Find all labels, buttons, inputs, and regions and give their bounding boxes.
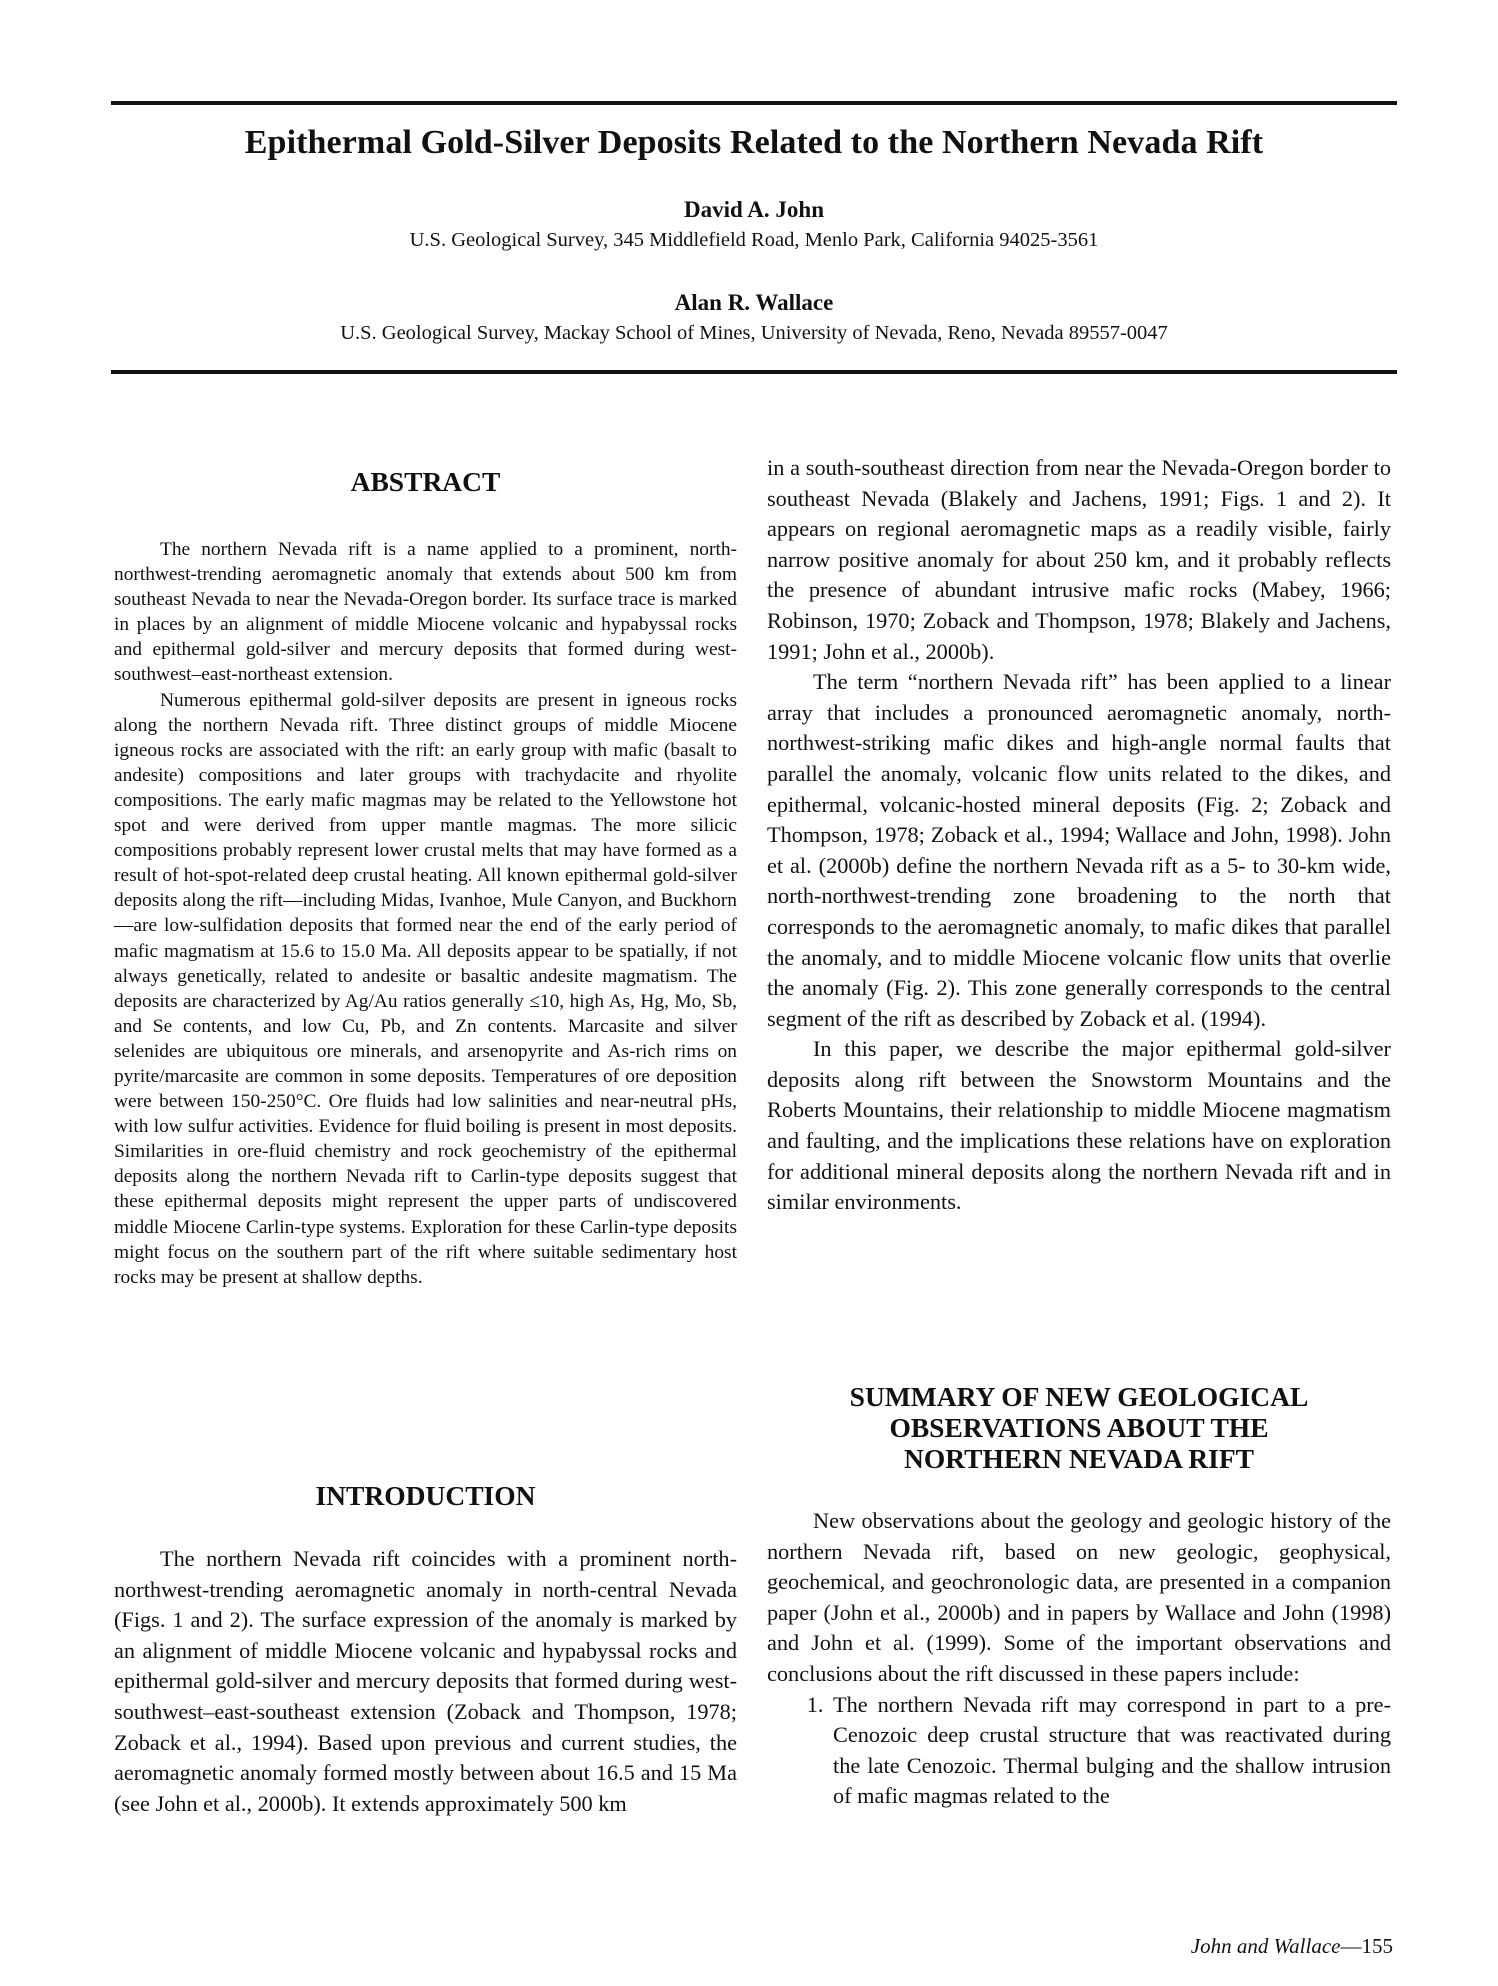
page-number: 155 — [1361, 1934, 1393, 1958]
summary-heading-line: NORTHERN NEVADA RIFT — [904, 1443, 1254, 1474]
running-head: John and Wallace — [1190, 1934, 1341, 1958]
abstract-paragraph: The northern Nevada rift is a name applied to a prominent, north-northwest-trending aeromagnetic anomaly that extends about 500 km from southeast Nevada to near the Nevada-Oregon border. Its surface trace is marked in places by an alignment of middle Miocene volcanic and hypabyssal rocks and epithermal gold-silver and mercury deposits that formed during west-southwest–east-northeast extension. — [114, 539, 737, 686]
body-paragraph: New observations about the geology and geologic history of the northern Nevada rift, based on new geologic, geophysical, geochemical, and geochronologic data, are presented in a companion paper (John et al., 2000b) and in papers by Wallace and John (1998) and John et al. (1999). Some of the important observations and conclusions about the rift discussed in these papers include: — [767, 1508, 1391, 1686]
footer-dash: — — [1340, 1934, 1362, 1958]
body-paragraph: In this paper, we describe the major epithermal gold-silver deposits along rift between the Snowstorm Mountains and the Roberts Mountains, their relationship to middle Miocene magmatism and faulting, and the implications these relations have on exploration for additional mineral deposits along the northern Nevada rift and in similar environments. — [767, 1036, 1391, 1215]
observations-list — [767, 1690, 1391, 1812]
right-column — [767, 455, 1391, 1809]
body-paragraph: The term “northern Nevada rift” has been applied to a linear array that includes a pronounced aeromagnetic anomaly, north-northwest-striking mafic dikes and high-angle normal faults that parallel the anomaly, volcanic flow units related to the dikes, and epithermal, volcanic-hosted mineral deposits (Fig. 2; Zoback and Thompson, 1978; Zoback et al., 1994; Wallace and John, 1998). John et al. (2000b) define the northern Nevada rift as a 5- to 30-km wide, north-northwest-trending zone broadening to the north that corresponds to the aeromagnetic anomaly, to mafic dikes that parallel the anomaly, and to middle Miocene volcanic flow units that overlie the anomaly (Fig. 2). This zone generally corresponds to the central segment of the rift as described by Zoback et al. (1994). — [767, 669, 1391, 1031]
left-column — [114, 466, 737, 1816]
abstract-body — [114, 537, 737, 1290]
author-name: Alan R. Wallace — [674, 290, 834, 315]
author-affiliation: U.S. Geological Survey, Mackay School of Mines, University of Nevada, Reno, Nevada 89557-0047 — [340, 322, 1168, 344]
abstract-paragraph: Numerous epithermal gold-silver deposits are present in igneous rocks along the northern Nevada rift. Three distinct groups of middle Miocene igneous rocks are associated with the rift: an early group with mafic (basalt to andesite) compositions and later groups with trachydacite and rhyolite compositions. The early mafic magmas may be related to the Yellowstone hot spot and were derived from upper mantle magmas. The more silicic compositions probably represent lower crustal melts that may have formed as a result of hot-spot-related deep crustal heating. All known epithermal gold-silver deposits along the rift—including Midas, Ivanhoe, Mule Canyon, and Buckhorn—are low-sulfidation deposits that formed near the end of the early period of mafic magmatism at 15.6 to 15.0 Ma. All deposits appear to be spatially, if not always genetically, related to andesite or basaltic andesite magmatism. The deposits are characterized by Ag/Au ratios generally ≤10, high As, Hg, Mo, Sb, and Se contents, and low Cu, Pb, and Zn contents. Marcasite and silver selenides are ubiquitous ore minerals, and arsenopyrite and As-rich rims on pyrite/marcasite are common in some deposits. Temperatures of ore deposition were between 150-250°C. Ore fluids had low salinities and near-neutral pHs, with low sulfur activities. Evidence for fluid boiling is present in most deposits. Similarities in ore-fluid chemistry and rock geochemistry of the epithermal deposits along the northern Nevada rift to Carlin-type deposits suggest that these epithermal deposits might represent the upper parts of undiscovered middle Miocene Carlin-type systems. Exploration for these Carlin-type deposits might focus on the southern part of the rift where suitable sedimentary host rocks may be present at shallow depths. — [114, 689, 737, 1288]
abstract-heading: ABSTRACT — [350, 466, 501, 497]
paper-title: Epithermal Gold-Silver Deposits Related to the Northern Nevada Rift — [244, 124, 1264, 161]
header-bottom-rule — [111, 370, 1397, 374]
introduction-heading: INTRODUCTION — [315, 1480, 536, 1511]
summary-heading — [767, 1381, 1391, 1474]
introduction-body-left — [114, 1544, 737, 1819]
body-paragraph: in a south-southeast direction from near the Nevada-Oregon border to southeast Nevada (Blakely and Jachens, 1991; Figs. 1 and 2). It appears on regional aeromagnetic maps as a readily visible, fairly narrow positive anomaly for about 250 km, and it probably reflects the presence of abundant intrusive mafic rocks (Mabey, 1966; Robinson, 1970; Zoback and Thompson, 1978; Blakely and Jachens, 1991; John et al., 2000b). — [767, 455, 1391, 664]
introduction-body-right — [767, 453, 1391, 1218]
summary-heading-line: OBSERVATIONS ABOUT THE — [889, 1412, 1269, 1443]
page-footer — [1191, 1934, 1393, 1959]
top-rule — [111, 101, 1397, 105]
body-paragraph: The northern Nevada rift coincides with a prominent north-northwest-trending aeromagnetic anomaly in north-central Nevada (Figs. 1 and 2). The surface expression of the anomaly is marked by an alignment of middle Miocene volcanic and hypabyssal rocks and epithermal gold-silver and mercury deposits that formed during west-southwest–east-southeast extension (Zoback and Thompson, 1978; Zoback et al., 1994). Based upon previous and current studies, the aeromagnetic anomaly formed mostly between about 16.5 and 15 Ma (see John et al., 2000b). It extends approximately 500 km — [114, 1546, 737, 1816]
list-item: 1. The northern Nevada rift may correspond in part to a pre-Cenozoic deep crustal structure that was reactivated during the late Cenozoic. Thermal bulging and the shallow intrusion of mafic magmas related to the — [829, 1690, 1391, 1812]
summary-body — [767, 1506, 1391, 1812]
author-name: David A. John — [684, 197, 824, 222]
summary-heading-line: SUMMARY OF NEW GEOLOGICAL — [849, 1381, 1309, 1412]
author-affiliation: U.S. Geological Survey, 345 Middlefield Road, Menlo Park, California 94025-3561 — [409, 229, 1099, 251]
